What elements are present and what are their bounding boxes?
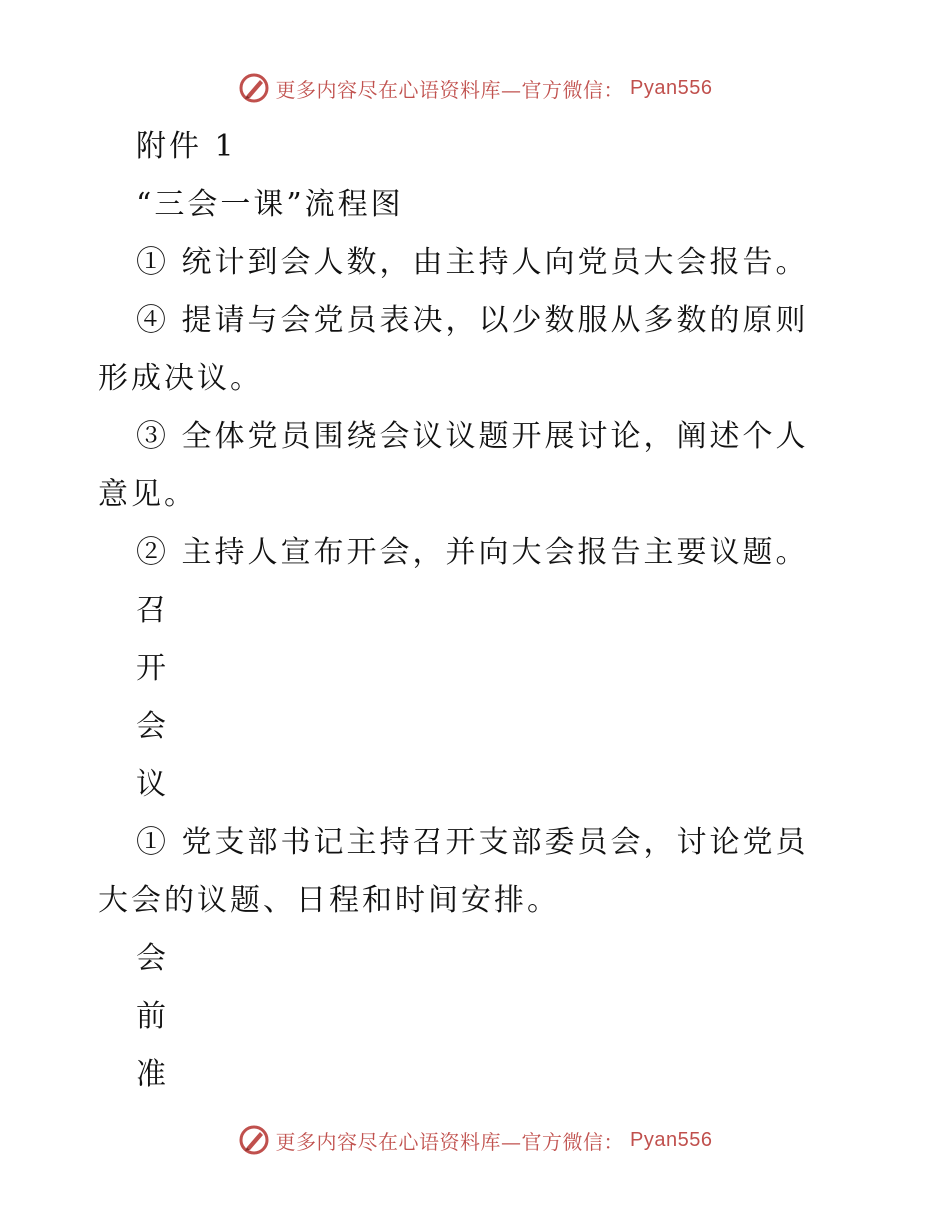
header-watermark xyxy=(0,72,950,104)
watermark-text: 更多内容尽在心语资料库—官方微信： xyxy=(275,77,625,102)
stage-label-char: 前 xyxy=(136,999,166,1034)
footer-watermark xyxy=(0,1124,950,1156)
stage-label-char: 召 xyxy=(136,593,166,628)
watermark-text: 更多内容尽在心语资料库—官方微信： xyxy=(275,1129,625,1154)
watermark-handle: Pyan556 xyxy=(630,1128,713,1151)
step-paragraph: ② 主持人宣布开会，并向大会报告主要议题。 xyxy=(136,535,809,570)
step-paragraph: ③ 全体党员围绕会议议题开展讨论，阐述个人意见。 xyxy=(98,419,809,512)
pen-logo-icon xyxy=(238,1124,270,1156)
stage-label-char: 议 xyxy=(136,767,166,802)
stage-label-char: 准 xyxy=(136,1057,166,1092)
prep-paragraph: ① 党支部书记主持召开支部委员会，讨论党员大会的议题、日程和时间安排。 xyxy=(98,825,809,918)
attachment-label: 附件 1 xyxy=(136,129,237,164)
step-paragraph: ① 统计到会人数，由主持人向党员大会报告。 xyxy=(136,245,809,280)
pen-logo-icon xyxy=(238,72,270,104)
stage-label-char: 开 xyxy=(136,651,166,686)
document-body xyxy=(98,118,838,1104)
stage-label-char: 会 xyxy=(136,941,166,976)
stage-label-char: 会 xyxy=(136,709,166,744)
document-title: “三会一课”流程图 xyxy=(136,187,404,222)
watermark-handle: Pyan556 xyxy=(630,76,713,99)
step-paragraph: ④ 提请与会党员表决，以少数服从多数的原则形成决议。 xyxy=(98,303,809,396)
